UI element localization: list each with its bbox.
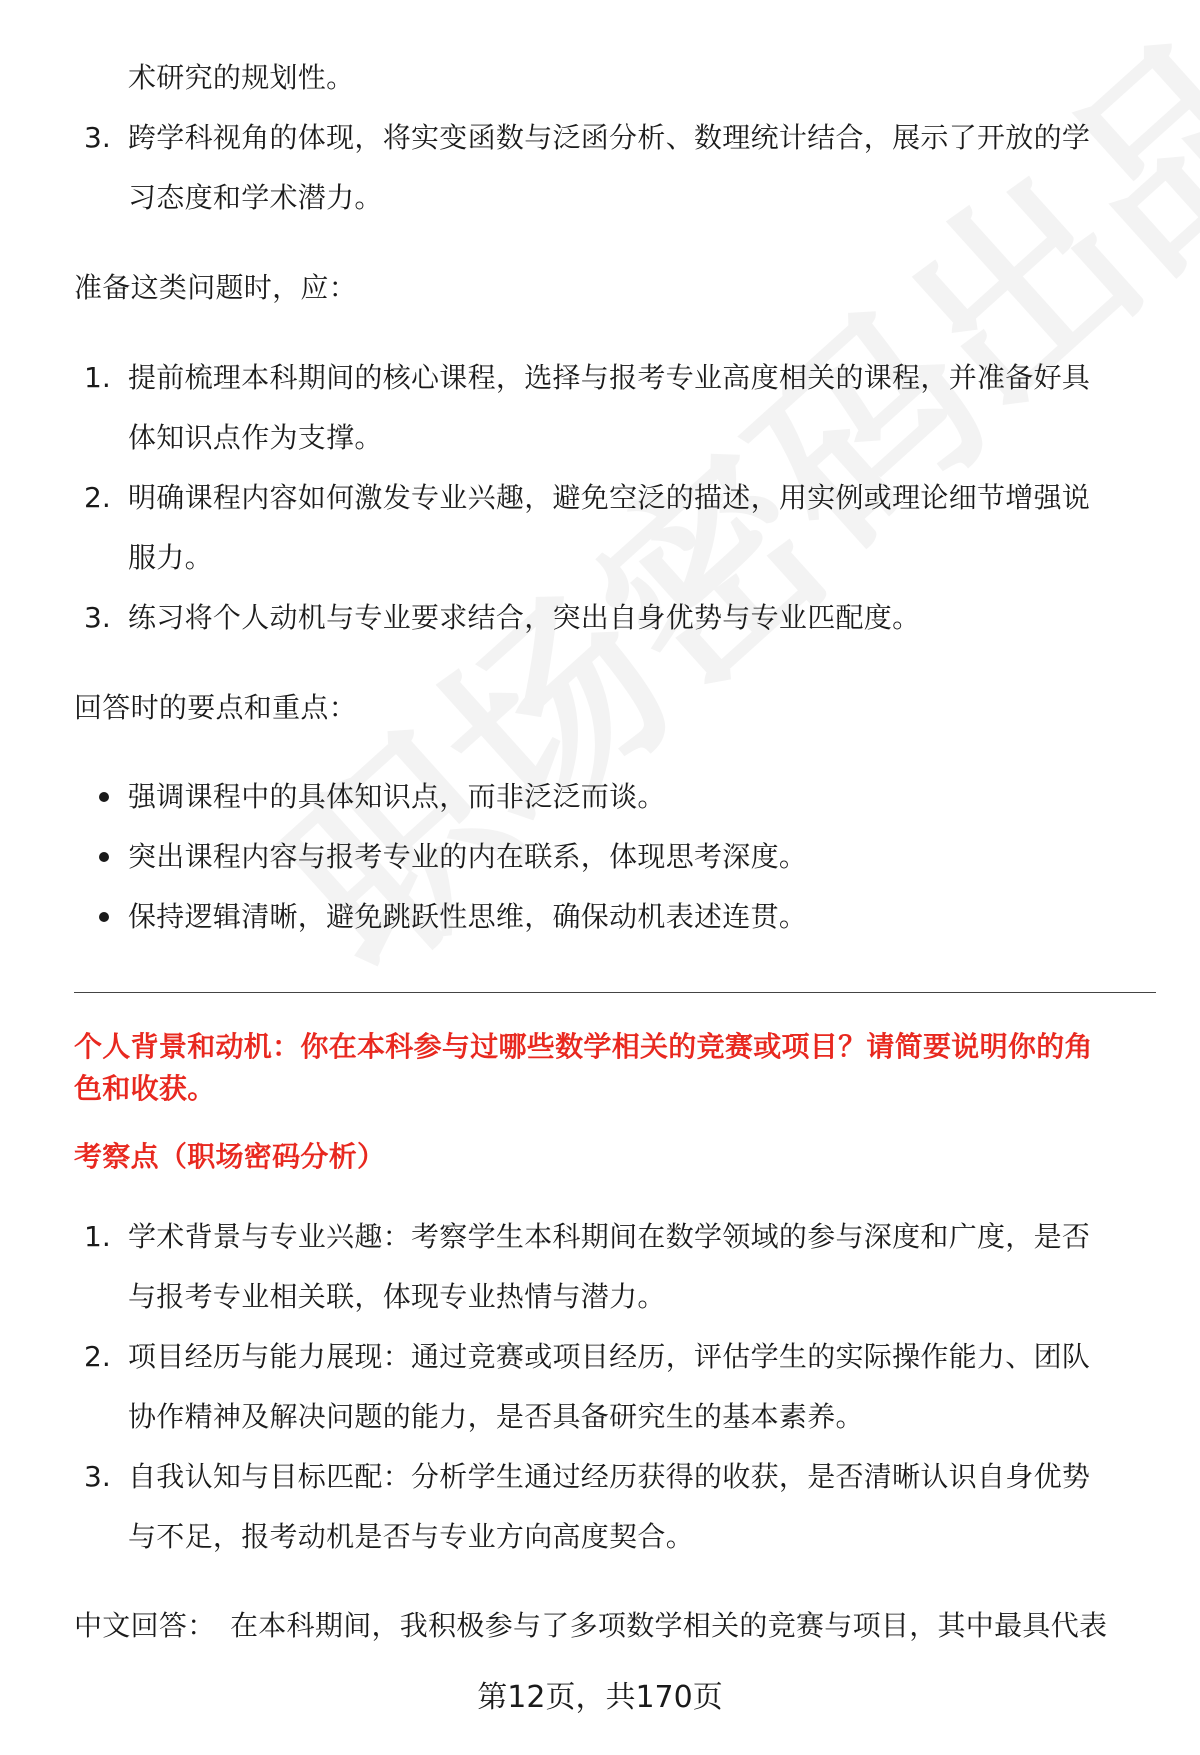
list-item-text: 明确课程内容如何激发专业兴趣，避免空泛的描述，用实例或理论细节增强说 bbox=[128, 481, 1091, 514]
section-heading: 回答时的要点和重点： bbox=[74, 691, 358, 724]
bullet-dot bbox=[99, 792, 109, 802]
list-item-text: 与报考专业相关联，体现专业热情与潜力。 bbox=[128, 1280, 666, 1313]
bullet-item-text: 突出课程内容与报考专业的内在联系，体现思考深度。 bbox=[128, 840, 808, 873]
list-number: 1. bbox=[84, 1220, 111, 1253]
list-item-text: 练习将个人动机与专业要求结合，突出自身优势与专业匹配度。 bbox=[128, 601, 921, 634]
list-item-text: 提前梳理本科期间的核心课程，选择与报考专业高度相关的课程，并准备好具 bbox=[128, 361, 1091, 394]
list-item-text: 自我认知与目标匹配：分析学生通过经历获得的收获，是否清晰认识自身优势 bbox=[128, 1460, 1091, 1493]
list-item-text: 协作精神及解决问题的能力，是否具备研究生的基本素养。 bbox=[128, 1400, 864, 1433]
list-number: 3. bbox=[84, 1460, 111, 1493]
bullet-dot bbox=[99, 852, 109, 862]
list-number: 3. bbox=[84, 601, 111, 634]
section-heading: 准备这类问题时，应： bbox=[74, 271, 358, 304]
section-divider bbox=[74, 992, 1156, 993]
list-number: 2. bbox=[84, 1340, 111, 1373]
answer-text: 在本科期间，我积极参与了多项数学相关的竞赛与项目，其中最具代表 bbox=[230, 1609, 1108, 1642]
list-item-text: 体知识点作为支撑。 bbox=[128, 421, 383, 454]
continuation-text: 术研究的规划性。 bbox=[128, 61, 355, 94]
question-title: 个人背景和动机：你在本科参与过哪些数学相关的竞赛或项目？请简要说明你的角 bbox=[74, 1030, 1093, 1063]
list-number: 2. bbox=[84, 481, 111, 514]
list-item-text: 项目经历与能力展现：通过竞赛或项目经历，评估学生的实际操作能力、团队 bbox=[128, 1340, 1091, 1373]
question-title: 色和收获。 bbox=[74, 1072, 216, 1105]
list-item-text: 学术背景与专业兴趣：考察学生本科期间在数学领域的参与深度和广度，是否 bbox=[128, 1220, 1091, 1253]
analysis-heading: 考察点（职场密码分析） bbox=[74, 1140, 386, 1173]
bullet-item-text: 保持逻辑清晰，避免跳跃性思维，确保动机表述连贯。 bbox=[128, 900, 808, 933]
page-number: 第12页，共170页 bbox=[477, 1680, 723, 1715]
bullet-item-text: 强调课程中的具体知识点，而非泛泛而谈。 bbox=[128, 780, 666, 813]
list-number: 1. bbox=[84, 361, 111, 394]
list-item-text: 习态度和学术潜力。 bbox=[128, 181, 383, 214]
list-item-text: 与不足，报考动机是否与专业方向高度契合。 bbox=[128, 1520, 695, 1553]
list-item-text: 跨学科视角的体现，将实变函数与泛函分析、数理统计结合，展示了开放的学 bbox=[128, 121, 1091, 154]
answer-label: 中文回答： bbox=[74, 1609, 216, 1642]
list-number: 3. bbox=[84, 121, 111, 154]
bullet-dot bbox=[99, 912, 109, 922]
list-item-text: 服力。 bbox=[128, 541, 213, 574]
